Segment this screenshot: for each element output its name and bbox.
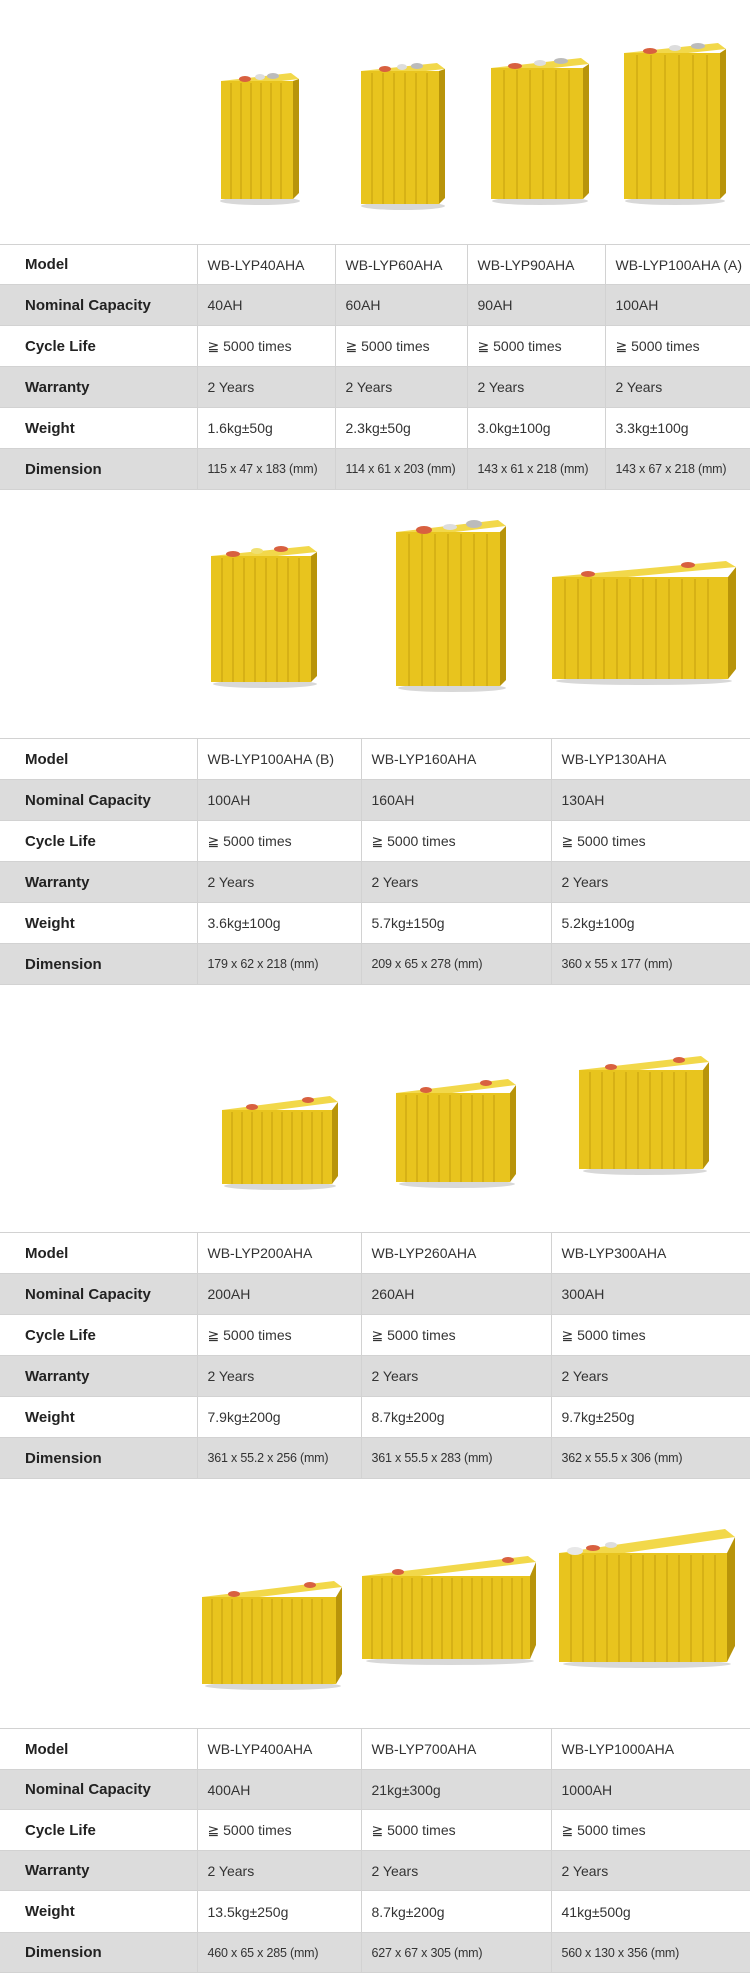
row-label-capacity: Nominal Capacity: [25, 1781, 151, 1798]
row-cycle-life: [0, 1315, 750, 1356]
row-model: [0, 1729, 750, 1770]
cell-cycle-life: ≧ 5000 times: [197, 1810, 361, 1851]
row-label-dimension: Dimension: [25, 1944, 102, 1961]
cell-warranty: 2 Years: [197, 1356, 361, 1397]
cell-cycle-life: ≧ 5000 times: [197, 1315, 361, 1356]
cell-warranty: 2 Years: [197, 367, 335, 408]
row-capacity: [0, 285, 750, 326]
row-cycle-life: [0, 326, 750, 367]
cell-weight: 9.7kg±250g: [551, 1397, 750, 1438]
cell-weight: 3.0kg±100g: [467, 408, 605, 449]
row-warranty: [0, 367, 750, 408]
cell-weight: 1.6kg±50g: [197, 408, 335, 449]
row-label-weight: Weight: [25, 1903, 75, 1920]
cell-dimension: 115 x 47 x 183 (mm): [197, 449, 335, 490]
row-label-cycle-life: Cycle Life: [25, 337, 96, 355]
spec-table-2: [0, 738, 750, 985]
cell-cycle-life: ≧ 5000 times: [551, 821, 750, 862]
cell-model: WB-LYP100AHA (B): [197, 739, 361, 780]
row-label-model: Model: [25, 256, 69, 273]
row-label-warranty: Warranty: [25, 873, 90, 891]
battery-image-lyp400: [198, 1575, 348, 1690]
cell-weight: 7.9kg±200g: [197, 1397, 361, 1438]
cell-dimension: 209 x 65 x 278 (mm): [361, 944, 551, 985]
row-capacity: [0, 1274, 750, 1315]
battery-images-row-2: [0, 490, 750, 738]
cell-capacity: 90AH: [467, 285, 605, 326]
cell-capacity: 40AH: [197, 285, 335, 326]
row-warranty: [0, 1356, 750, 1397]
battery-image-lyp100b: [205, 538, 325, 688]
row-label-capacity: Nominal Capacity: [25, 791, 151, 809]
cell-dimension: 460 x 65 x 285 (mm): [197, 1933, 361, 1973]
cell-cycle-life: ≧ 5000 times: [467, 326, 605, 367]
row-model: [0, 245, 750, 285]
cell-capacity: 300AH: [551, 1274, 750, 1315]
cell-model: WB-LYP130AHA: [551, 739, 750, 780]
row-capacity: [0, 1770, 750, 1810]
cell-weight: 5.2kg±100g: [551, 903, 750, 944]
battery-image-lyp100a: [618, 35, 733, 205]
spec-table-4: [0, 1728, 750, 1973]
cell-cycle-life: ≧ 5000 times: [551, 1810, 750, 1851]
cell-cycle-life: ≧ 5000 times: [605, 326, 750, 367]
row-dimension: [0, 1933, 750, 1973]
cell-warranty: 2 Years: [605, 367, 750, 408]
cell-cycle-life: ≧ 5000 times: [551, 1315, 750, 1356]
battery-images-row-4: [0, 1480, 750, 1728]
cell-weight: 3.6kg±100g: [197, 903, 361, 944]
row-model: [0, 1233, 750, 1274]
cell-cycle-life: ≧ 5000 times: [361, 1810, 551, 1851]
row-label-weight: Weight: [25, 419, 75, 437]
spec-table-3: [0, 1232, 750, 1479]
cell-weight: 3.3kg±100g: [605, 408, 750, 449]
cell-model: WB-LYP90AHA: [467, 245, 605, 285]
cell-model: WB-LYP100AHA (A): [605, 245, 750, 285]
cell-capacity: 100AH: [605, 285, 750, 326]
cell-warranty: 2 Years: [361, 1851, 551, 1891]
cell-dimension: 361 x 55.5 x 283 (mm): [361, 1438, 551, 1479]
cell-cycle-life: ≧ 5000 times: [197, 821, 361, 862]
row-warranty: [0, 862, 750, 903]
row-label-warranty: Warranty: [25, 1862, 90, 1879]
row-model: [0, 739, 750, 780]
row-label-model: Model: [25, 750, 69, 768]
row-cycle-life: [0, 1810, 750, 1851]
battery-image-lyp300: [575, 1050, 715, 1175]
cell-model: WB-LYP700AHA: [361, 1729, 551, 1770]
cell-capacity: 160AH: [361, 780, 551, 821]
cell-capacity: 260AH: [361, 1274, 551, 1315]
cell-weight: 5.7kg±150g: [361, 903, 551, 944]
cell-cycle-life: ≧ 5000 times: [361, 1315, 551, 1356]
battery-image-lyp130: [548, 555, 740, 685]
cell-model: WB-LYP40AHA: [197, 245, 335, 285]
row-label-cycle-life: Cycle Life: [25, 1326, 96, 1344]
cell-warranty: 2 Years: [197, 862, 361, 903]
row-label-model: Model: [25, 1740, 69, 1758]
cell-capacity: 130AH: [551, 780, 750, 821]
spec-table-1: [0, 244, 750, 490]
cell-capacity: 60AH: [335, 285, 467, 326]
cell-warranty: 2 Years: [551, 1356, 750, 1397]
cell-warranty: 2 Years: [197, 1851, 361, 1891]
row-label-cycle-life: Cycle Life: [25, 832, 96, 850]
cell-weight: 8.7kg±200g: [361, 1397, 551, 1438]
cell-cycle-life: ≧ 5000 times: [335, 326, 467, 367]
cell-warranty: 2 Years: [551, 862, 750, 903]
cell-dimension: 362 x 55.5 x 306 (mm): [551, 1438, 750, 1479]
cell-model: WB-LYP260AHA: [361, 1233, 551, 1274]
cell-dimension: 560 x 130 x 356 (mm): [551, 1933, 750, 1973]
cell-weight: 41kg±500g: [551, 1891, 750, 1933]
cell-warranty: 2 Years: [361, 1356, 551, 1397]
cell-model: WB-LYP300AHA: [551, 1233, 750, 1274]
cell-warranty: 2 Years: [361, 862, 551, 903]
battery-image-lyp60: [355, 55, 450, 210]
row-label-weight: Weight: [25, 914, 75, 932]
row-label-dimension: Dimension: [25, 955, 102, 973]
cell-model: WB-LYP160AHA: [361, 739, 551, 780]
row-label-dimension: Dimension: [25, 460, 102, 478]
cell-model: WB-LYP60AHA: [335, 245, 467, 285]
row-weight: [0, 1397, 750, 1438]
cell-warranty: 2 Years: [551, 1851, 750, 1891]
cell-weight: 13.5kg±250g: [197, 1891, 361, 1933]
battery-image-lyp200: [218, 1090, 343, 1190]
battery-image-lyp1000: [555, 1523, 740, 1668]
row-label-dimension: Dimension: [25, 1449, 102, 1467]
cell-dimension: 114 x 61 x 203 (mm): [335, 449, 467, 490]
cell-capacity: 100AH: [197, 780, 361, 821]
cell-dimension: 361 x 55.2 x 256 (mm): [197, 1438, 361, 1479]
battery-images-row-1: [0, 0, 750, 245]
row-label-warranty: Warranty: [25, 378, 90, 396]
row-weight: [0, 1891, 750, 1933]
cell-dimension: 143 x 61 x 218 (mm): [467, 449, 605, 490]
battery-image-lyp40: [215, 65, 305, 205]
row-label-model: Model: [25, 1244, 69, 1262]
cell-model: WB-LYP400AHA: [197, 1729, 361, 1770]
cell-weight: 8.7kg±200g: [361, 1891, 551, 1933]
cell-dimension: 627 x 67 x 305 (mm): [361, 1933, 551, 1973]
battery-image-lyp160: [390, 512, 515, 692]
cell-capacity: 21kg±300g: [361, 1770, 551, 1810]
row-label-capacity: Nominal Capacity: [25, 1285, 151, 1303]
row-dimension: [0, 944, 750, 985]
row-cycle-life: [0, 821, 750, 862]
battery-image-lyp700: [358, 1550, 543, 1665]
row-weight: [0, 408, 750, 449]
row-dimension: [0, 449, 750, 490]
battery-images-row-3: [0, 985, 750, 1232]
cell-warranty: 2 Years: [467, 367, 605, 408]
row-capacity: [0, 780, 750, 821]
cell-capacity: 1000AH: [551, 1770, 750, 1810]
row-label-capacity: Nominal Capacity: [25, 296, 151, 314]
cell-model: WB-LYP200AHA: [197, 1233, 361, 1274]
cell-dimension: 179 x 62 x 218 (mm): [197, 944, 361, 985]
row-label-warranty: Warranty: [25, 1367, 90, 1385]
cell-dimension: 143 x 67 x 218 (mm): [605, 449, 750, 490]
cell-weight: 2.3kg±50g: [335, 408, 467, 449]
row-dimension: [0, 1438, 750, 1479]
cell-cycle-life: ≧ 5000 times: [197, 326, 335, 367]
battery-image-lyp90: [485, 50, 595, 205]
cell-dimension: 360 x 55 x 177 (mm): [551, 944, 750, 985]
row-warranty: [0, 1851, 750, 1891]
row-label-weight: Weight: [25, 1408, 75, 1426]
cell-capacity: 200AH: [197, 1274, 361, 1315]
cell-capacity: 400AH: [197, 1770, 361, 1810]
row-label-cycle-life: Cycle Life: [25, 1821, 96, 1839]
battery-image-lyp260: [392, 1073, 522, 1188]
cell-cycle-life: ≧ 5000 times: [361, 821, 551, 862]
cell-model: WB-LYP1000AHA: [551, 1729, 750, 1770]
row-weight: [0, 903, 750, 944]
cell-warranty: 2 Years: [335, 367, 467, 408]
